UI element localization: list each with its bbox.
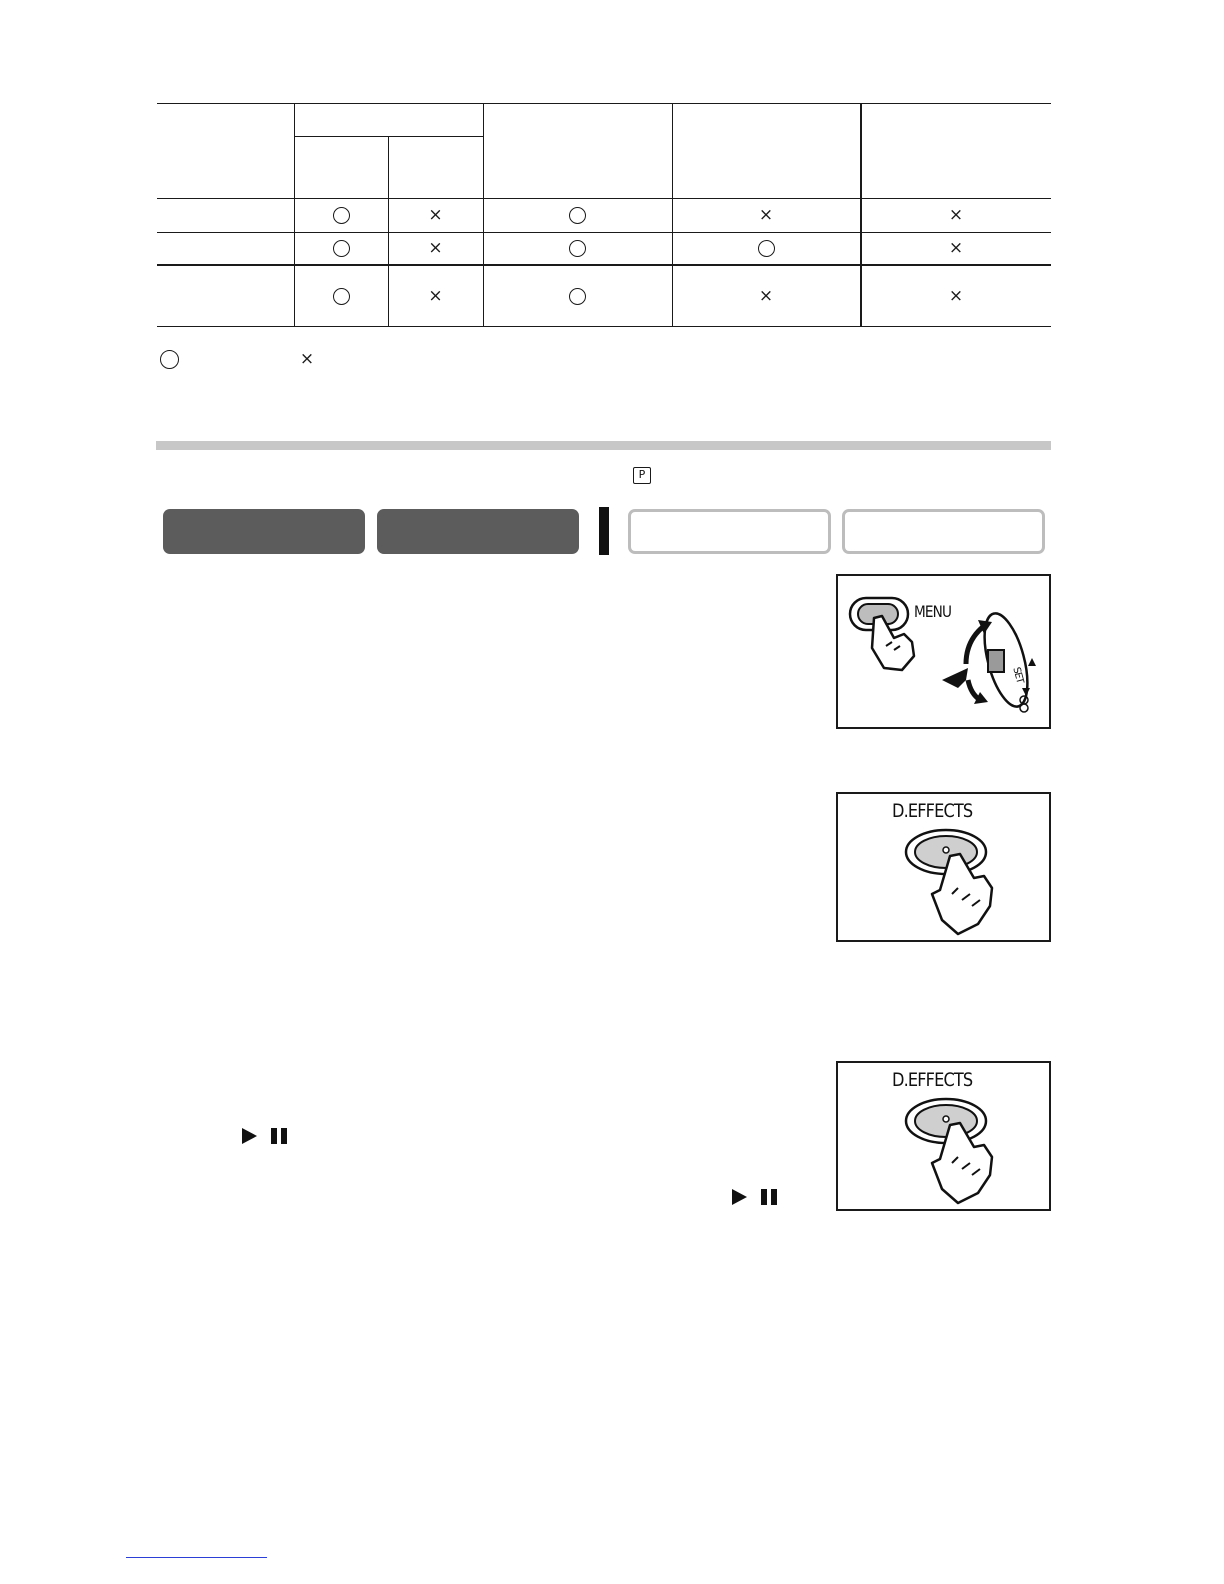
circle-mark-icon <box>294 232 388 265</box>
legend-cross-icon: × <box>299 348 315 369</box>
deffects-illustration-2 <box>836 1061 1051 1211</box>
deffects-label-1: D.EFFECTS <box>892 800 973 822</box>
cross-mark-icon: × <box>758 285 774 306</box>
circle-mark-icon <box>483 232 672 265</box>
deffects-illustration-1 <box>836 792 1051 942</box>
program-mode-icon: P <box>633 467 651 484</box>
menu-dial-illustration <box>836 574 1051 729</box>
mode-tab-3 <box>628 509 831 554</box>
play-icon <box>242 1128 257 1144</box>
menu-button-label: MENU <box>914 602 952 621</box>
cross-mark-icon: × <box>948 285 964 306</box>
cross-mark-icon: × <box>428 204 443 225</box>
play-pause-symbol-1 <box>242 1128 287 1144</box>
circle-mark-icon <box>672 232 860 265</box>
dial-set-label: SET <box>1010 666 1026 685</box>
cross-mark-icon: × <box>428 285 443 306</box>
pause-icon <box>271 1128 287 1144</box>
cross-mark-icon: × <box>758 204 774 225</box>
footer-link-underline <box>126 1557 267 1558</box>
section-divider-bar <box>156 441 1051 450</box>
selector-dial-icon <box>838 576 1049 727</box>
mode-tab-2 <box>377 509 579 554</box>
mode-tab-divider <box>599 507 609 555</box>
pause-icon <box>761 1189 777 1205</box>
deffects-label-2: D.EFFECTS <box>892 1069 973 1091</box>
mode-tab-1 <box>163 509 365 554</box>
circle-mark-icon <box>294 198 388 232</box>
circle-mark-icon <box>294 265 388 327</box>
play-pause-symbol-2 <box>732 1189 777 1205</box>
cross-mark-icon: × <box>948 238 964 258</box>
cross-mark-icon: × <box>428 238 443 258</box>
table-rule-top <box>157 103 1051 104</box>
circle-mark-icon <box>483 265 672 327</box>
cross-mark-icon: × <box>948 204 964 225</box>
legend-circle-icon <box>159 349 179 369</box>
circle-mark-icon <box>483 198 672 232</box>
play-icon <box>732 1189 747 1205</box>
mode-tab-4 <box>842 509 1045 554</box>
